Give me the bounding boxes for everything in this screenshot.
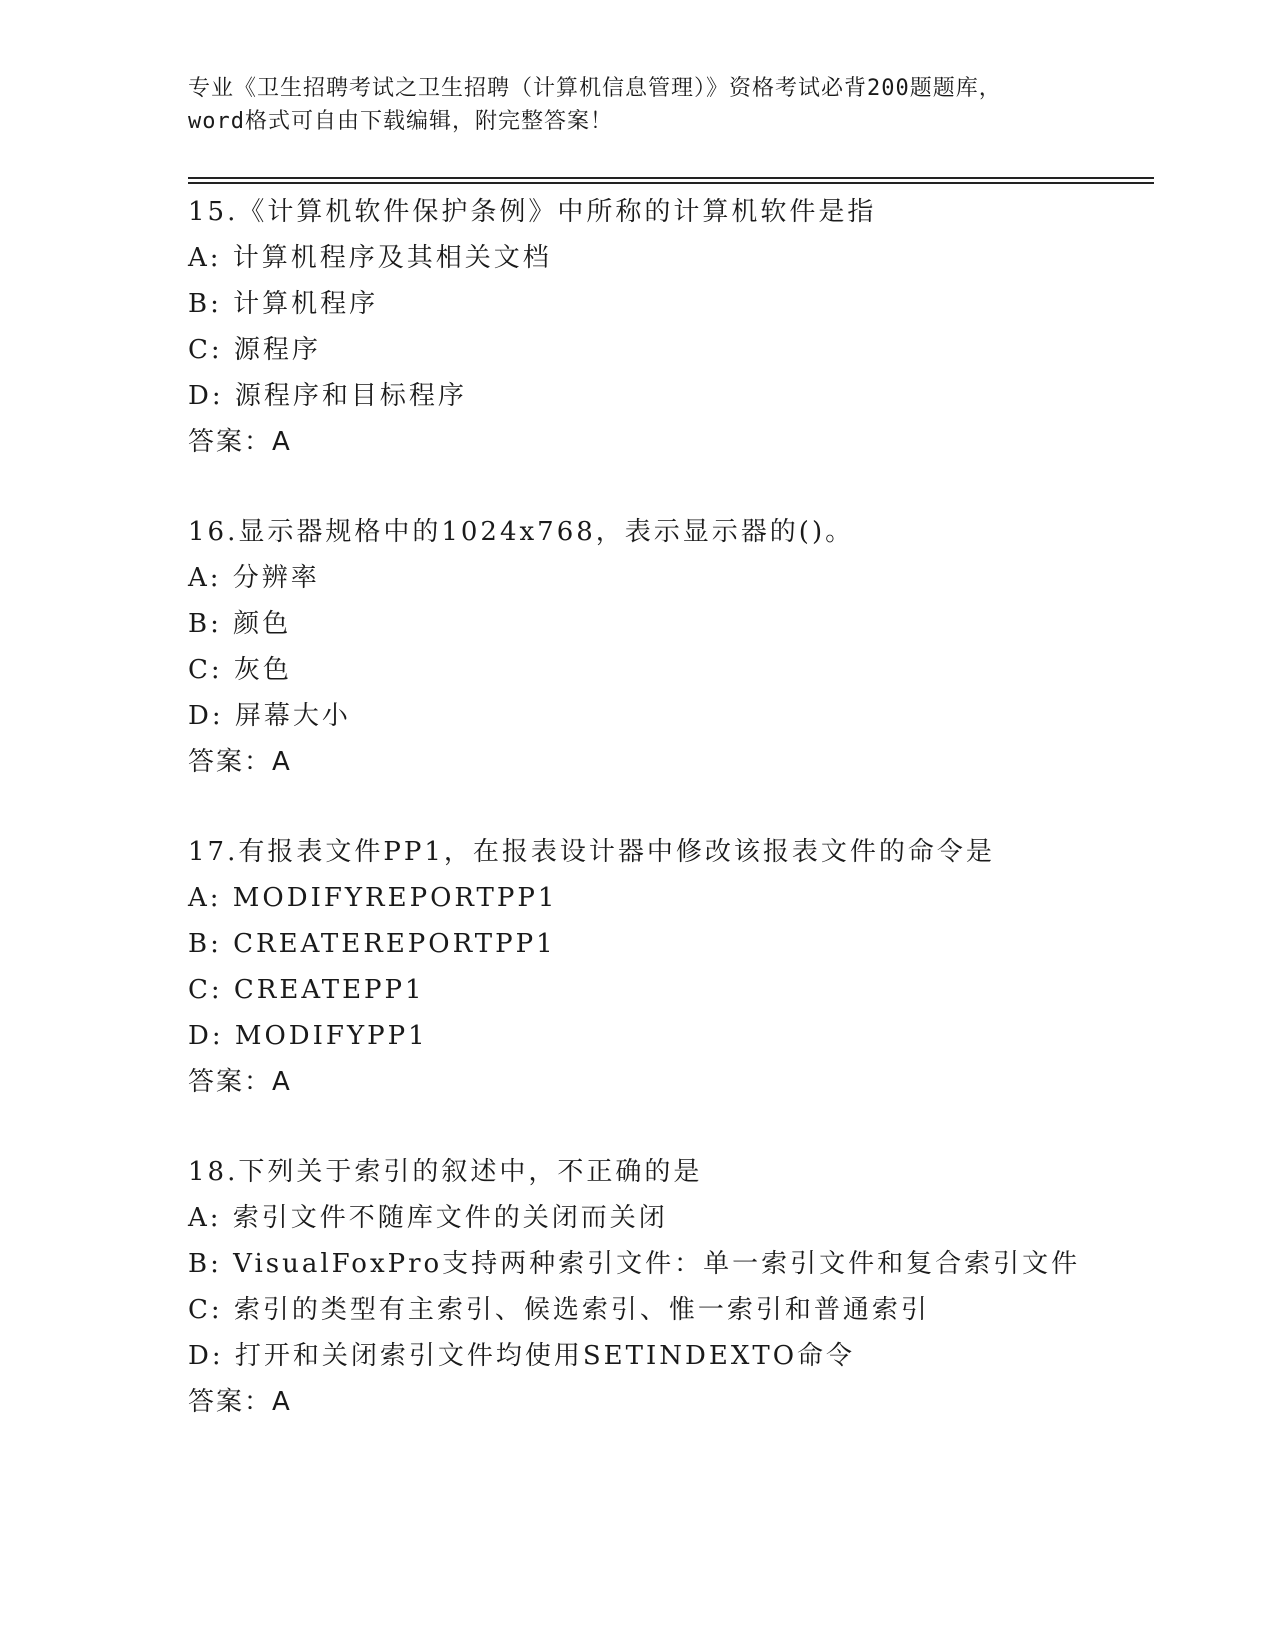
question-18 <box>188 1149 1148 1425</box>
header-line-2: word格式可自由下载编辑，附完整答案！ <box>188 109 613 134</box>
option-d: D: 屏幕大小 <box>188 701 351 731</box>
option-d: D: 源程序和目标程序 <box>188 381 467 411</box>
header-divider-bottom <box>188 182 1154 184</box>
option-a: A: 索引文件不随库文件的关闭而关闭 <box>188 1203 668 1233</box>
option-b: B: VisualFoxPro支持两种索引文件：单一索引文件和复合索引文件 <box>188 1249 1081 1279</box>
question-16 <box>188 509 1148 785</box>
document-header <box>188 72 1088 138</box>
option-c: C: 索引的类型有主索引、候选索引、惟一索引和普通索引 <box>188 1295 930 1325</box>
question-text: 17.有报表文件PP1，在报表设计器中修改该报表文件的命令是 <box>188 837 995 867</box>
question-text: 18.下列关于索引的叙述中，不正确的是 <box>188 1157 703 1187</box>
option-c: C: 灰色 <box>188 655 292 685</box>
option-c: C: 源程序 <box>188 335 321 365</box>
header-divider-top <box>188 177 1154 179</box>
question-text: 15.《计算机软件保护条例》中所称的计算机软件是指 <box>188 197 877 227</box>
option-b: B: CREATEREPORTPP1 <box>188 929 556 959</box>
answer-label: 答案：A <box>188 747 292 777</box>
question-text: 16.显示器规格中的1024x768，表示显示器的()。 <box>188 517 855 547</box>
answer-label: 答案：A <box>188 1067 292 1097</box>
option-c: C: CREATEPP1 <box>188 975 425 1005</box>
option-a: A: MODIFYREPORTPP1 <box>188 883 558 913</box>
answer-label: 答案：A <box>188 1387 292 1417</box>
answer-label: 答案：A <box>188 427 292 457</box>
option-a: A: 计算机程序及其相关文档 <box>188 243 552 273</box>
option-a: A: 分辨率 <box>188 563 320 593</box>
option-d: D: MODIFYPP1 <box>188 1021 428 1051</box>
header-line-1: 专业《卫生招聘考试之卫生招聘（计算机信息管理）》资格考试必背200题题库， <box>188 76 1002 101</box>
option-b: B: 颜色 <box>188 609 292 639</box>
question-17 <box>188 829 1148 1105</box>
option-b: B: 计算机程序 <box>188 289 379 319</box>
question-15 <box>188 189 1148 465</box>
option-d: D: 打开和关闭索引文件均使用SETINDEXTO命令 <box>188 1341 856 1371</box>
